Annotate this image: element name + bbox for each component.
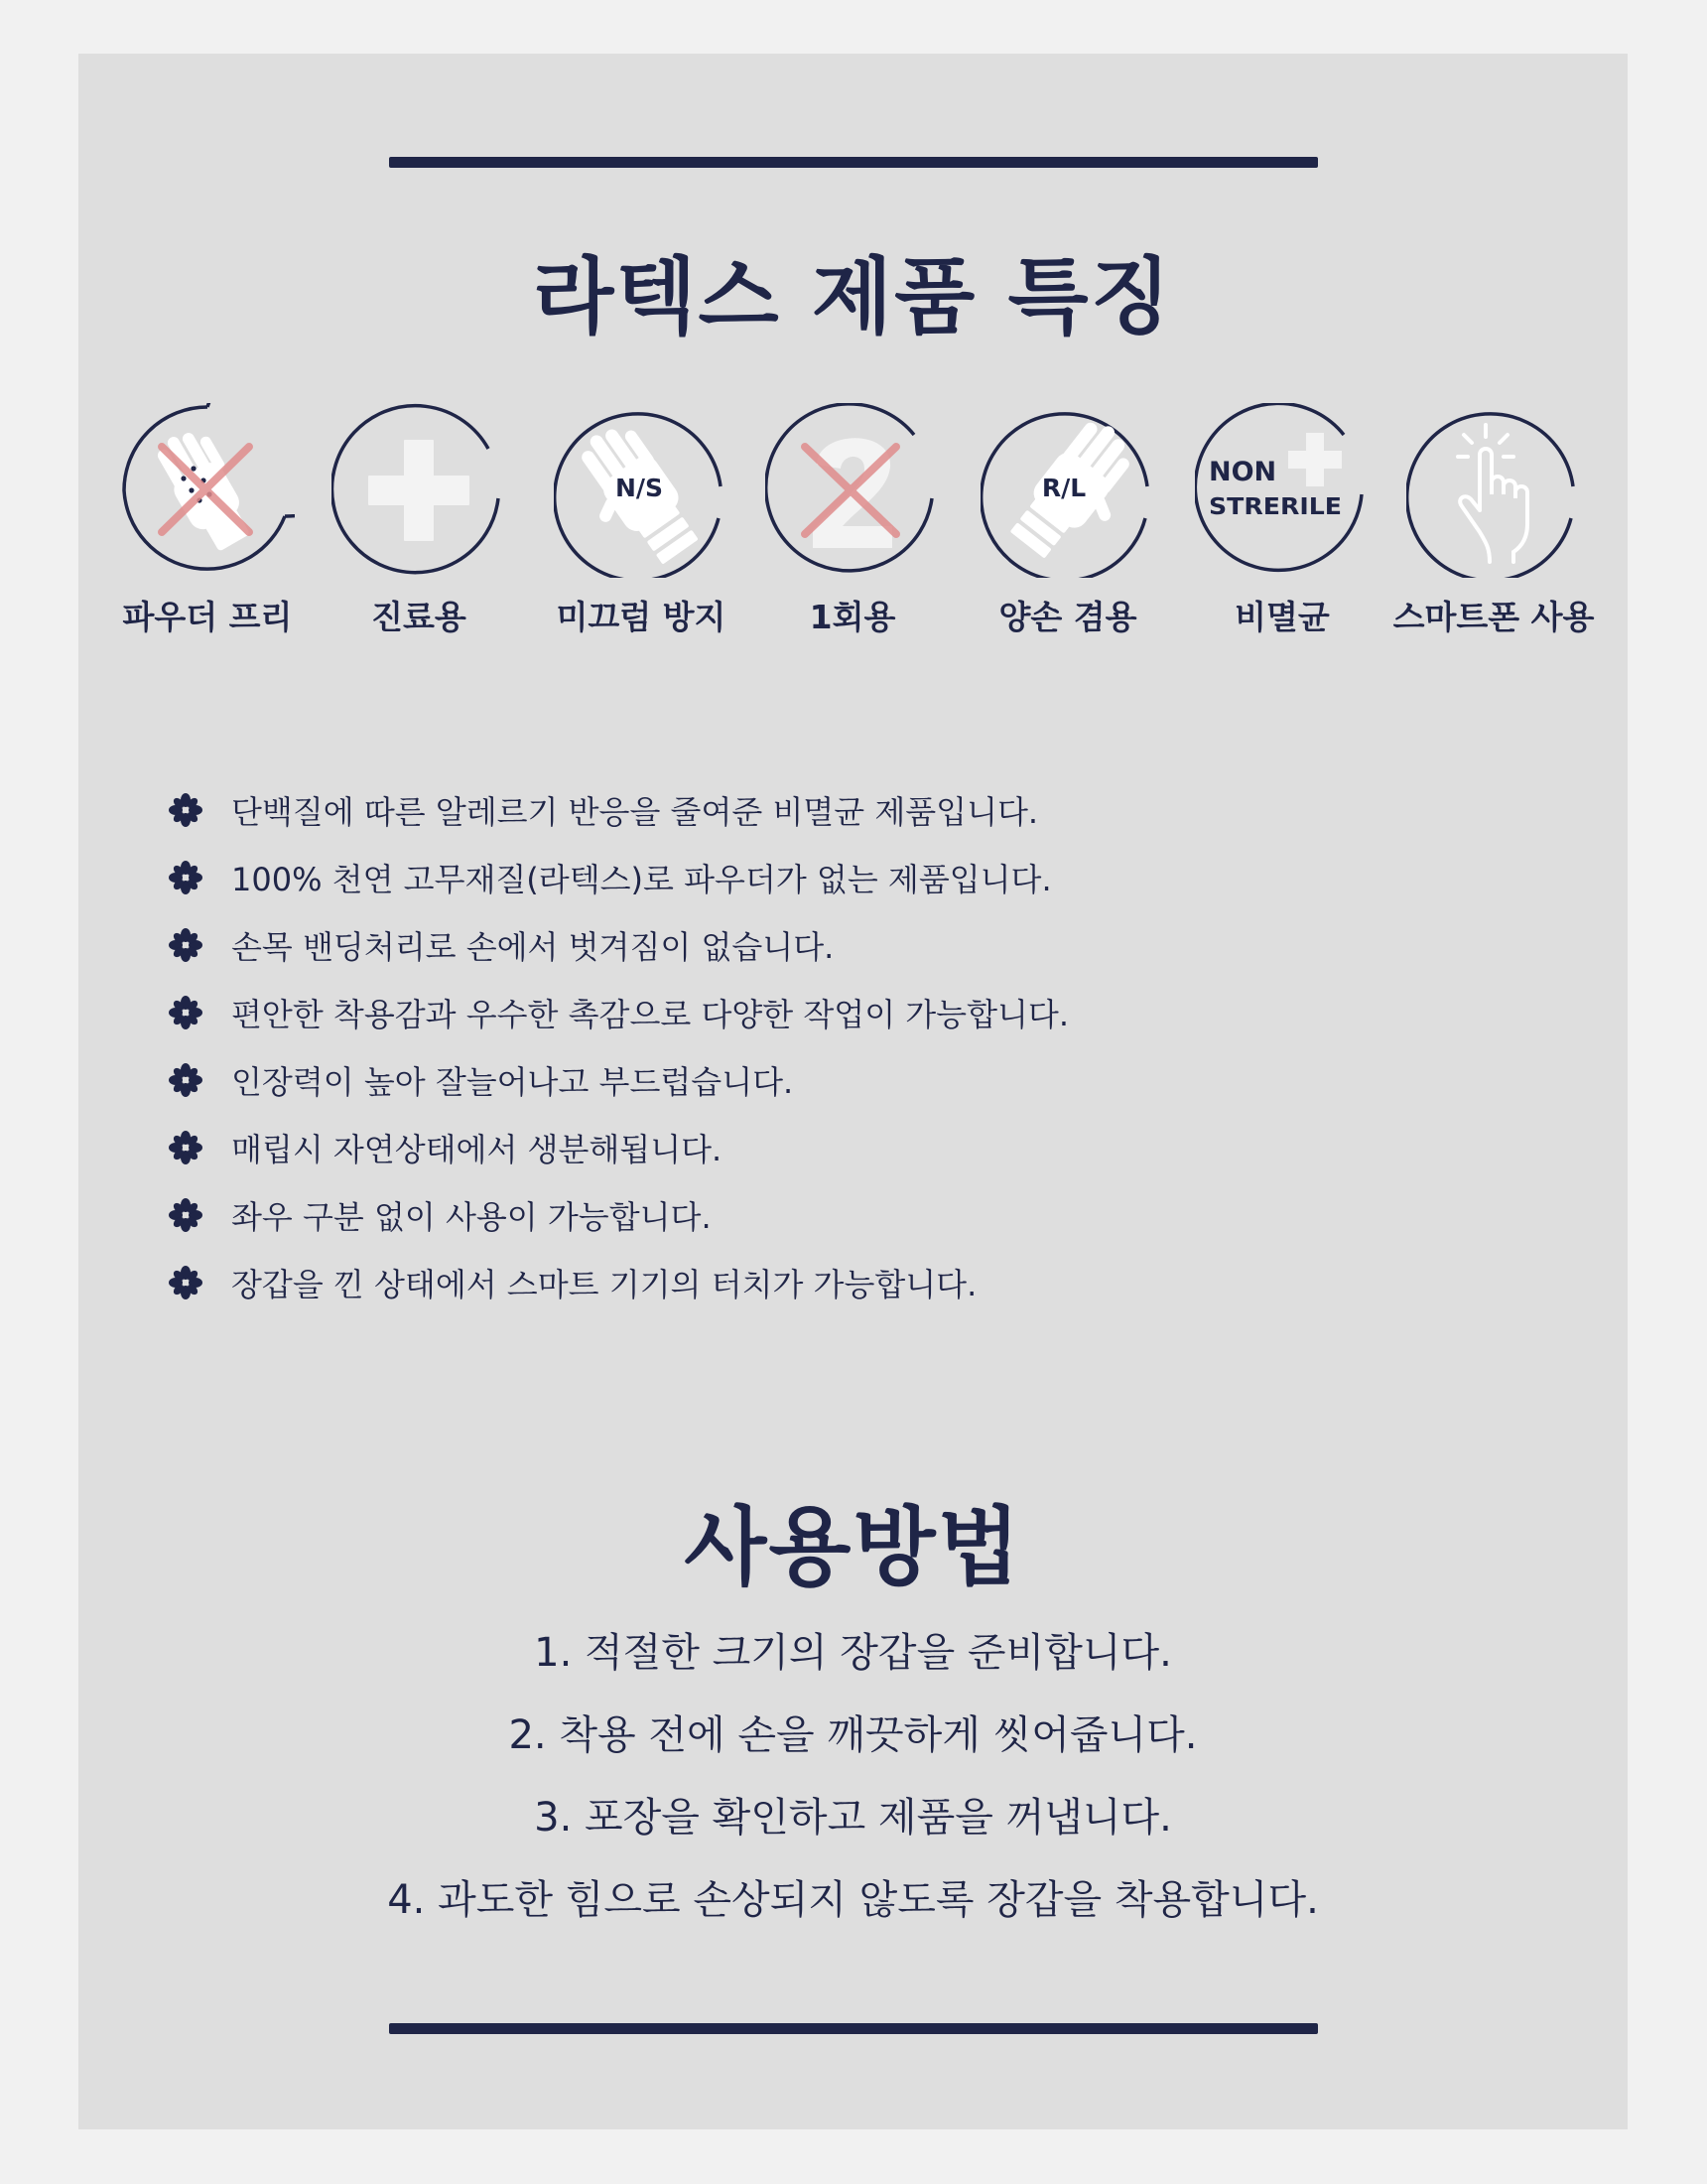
- flower-bullet-icon: [168, 1197, 203, 1233]
- feature-text: 단백질에 따른 알레르기 반응을 줄여준 비멸균 제품입니다.: [231, 793, 1039, 831]
- feature-icon-single-use: [753, 403, 952, 638]
- svg-text:NON: NON: [1209, 457, 1277, 487]
- flower-bullet-icon: [168, 1265, 203, 1300]
- powder-free-glove-icon: [120, 403, 295, 578]
- bottom-divider: [389, 2023, 1318, 2034]
- svg-text:STRERILE: STRERILE: [1209, 494, 1342, 520]
- medical-cross-icon: [331, 403, 506, 578]
- ambidextrous-glove-icon: [981, 403, 1155, 578]
- usage-step: 2. 착용 전에 손을 깨끗하게 씻어줍니다.: [508, 1712, 1198, 1758]
- feature-icon-non-sterile: [1183, 403, 1381, 638]
- non-slip-glove-icon: [554, 403, 728, 578]
- flower-bullet-icon: [168, 1130, 203, 1165]
- features-title: 라텍스 제품 특징: [533, 248, 1173, 345]
- flower-bullet-icon: [168, 860, 203, 895]
- feature-icon-medical: [320, 403, 518, 638]
- feature-label: 스마트폰 사용: [1392, 598, 1595, 636]
- svg-text:N/S: N/S: [614, 474, 664, 502]
- feature-label: 진료용: [371, 598, 466, 636]
- flower-bullet-icon: [168, 1062, 203, 1098]
- list-item: [168, 776, 1069, 844]
- single-use-icon: [765, 403, 940, 578]
- svg-text:R/L: R/L: [1041, 474, 1087, 502]
- list-item: [168, 844, 1069, 911]
- feature-icon-touch: [1394, 403, 1593, 638]
- feature-label: 미끄럼 방지: [556, 598, 726, 636]
- feature-text: 인장력이 높아 잘늘어나고 부드럽습니다.: [231, 1063, 794, 1101]
- list-item: [168, 1114, 1069, 1181]
- usage-step: 3. 포장을 확인하고 제품을 꺼냅니다.: [534, 1795, 1172, 1841]
- top-divider: [389, 157, 1318, 168]
- usage-steps: [78, 1612, 1628, 1942]
- feature-label: 파우더 프리: [122, 598, 293, 636]
- feature-text: 편안한 착용감과 우수한 촉감으로 다양한 작업이 가능합니다.: [231, 996, 1070, 1033]
- feature-text: 매립시 자연상태에서 생분해됩니다.: [231, 1131, 722, 1168]
- usage-step: 4. 과도한 힘으로 손상되지 않도록 장갑을 착용합니다.: [387, 1877, 1319, 1923]
- list-item: [168, 979, 1069, 1046]
- flower-bullet-icon: [168, 995, 203, 1030]
- feature-text: 좌우 구분 없이 사용이 가능합니다.: [231, 1198, 712, 1236]
- flower-bullet-icon: [168, 927, 203, 963]
- usage-step: 1. 적절한 크기의 장갑을 준비합니다.: [534, 1630, 1172, 1676]
- touch-hand-icon: [1406, 403, 1581, 578]
- list-item: [168, 1181, 1069, 1249]
- feature-icons-row: [78, 403, 1628, 661]
- feature-label: 비멸균: [1235, 598, 1330, 636]
- feature-icon-non-slip: [542, 403, 740, 638]
- feature-text: 장갑을 낀 상태에서 스마트 기기의 터치가 가능합니다.: [231, 1266, 978, 1303]
- flower-bullet-icon: [168, 792, 203, 828]
- feature-label: 1회용: [809, 598, 896, 636]
- feature-icon-powder-free: [108, 403, 307, 638]
- features-list: [168, 776, 1069, 1316]
- list-item: [168, 1249, 1069, 1316]
- feature-text: 손목 밴딩처리로 손에서 벗겨짐이 없습니다.: [231, 928, 835, 966]
- feature-label: 양손 겸용: [998, 598, 1137, 636]
- list-item: [168, 911, 1069, 979]
- feature-text: 100% 천연 고무재질(라텍스)로 파우더가 없는 제품입니다.: [231, 861, 1052, 898]
- list-item: [168, 1046, 1069, 1114]
- usage-title: 사용방법: [684, 1498, 1022, 1597]
- content-panel: [78, 54, 1628, 2129]
- non-sterile-icon: [1195, 403, 1370, 578]
- feature-icon-ambidextrous: [969, 403, 1167, 638]
